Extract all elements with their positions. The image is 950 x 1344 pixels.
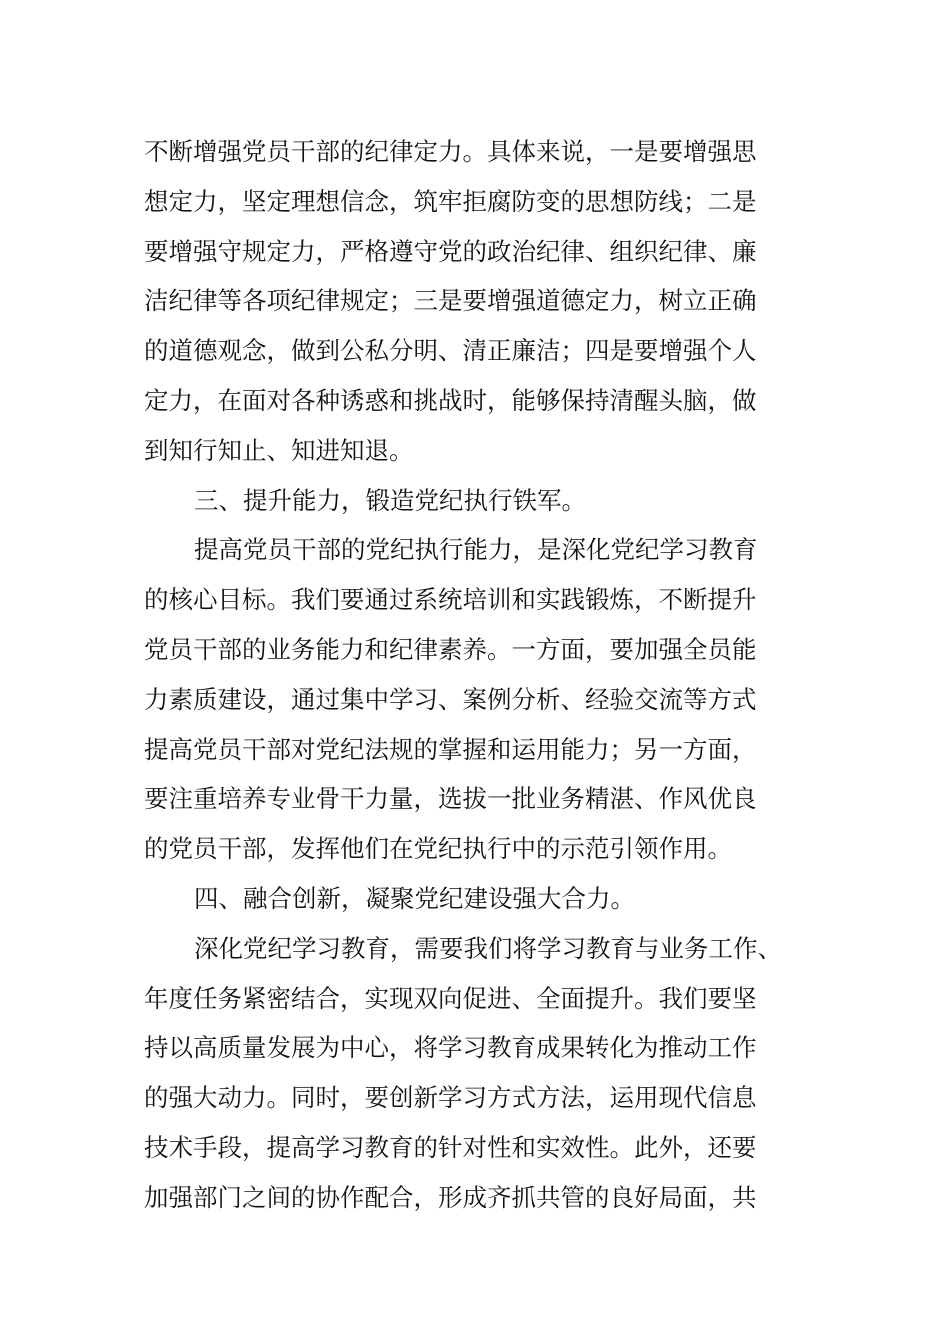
text-line: 的强大动力。同时，要创新学习方式方法，运用现代信息 [144, 1083, 757, 1113]
text-line: 的核心目标。我们要通过系统培训和实践锻炼，不断提升 [144, 585, 757, 615]
text-line: 持以高质量发展为中心，将学习教育成果转化为推动工作 [144, 1033, 757, 1063]
section-heading-4: 四、融合创新，凝聚党纪建设强大合力。 [194, 883, 635, 913]
text-line: 党员干部的业务能力和纪律素养。一方面，要加强全员能 [144, 634, 757, 664]
text-line: 力素质建设，通过集中学习、案例分析、经验交流等方式 [144, 684, 757, 714]
text-line: 要增强守规定力，严格遵守党的政治纪律、组织纪律、廉 [144, 236, 757, 266]
text-line: 技术手段，提高学习教育的针对性和实效性。此外，还要 [144, 1132, 757, 1162]
text-line: 的道德观念，做到公私分明、清正廉洁；四是要增强个人 [144, 336, 757, 366]
text-line: 不断增强党员干部的纪律定力。具体来说，一是要增强思 [144, 137, 757, 166]
text-line: 深化党纪学习教育，需要我们将学习教育与业务工作、 [194, 933, 782, 963]
text-line: 的党员干部，发挥他们在党纪执行中的示范引领作用。 [144, 834, 732, 864]
text-line: 提高党员干部的党纪执行能力，是深化党纪学习教育 [194, 535, 758, 565]
text-line: 要注重培养专业骨干力量，选拔一批业务精湛、作风优良 [144, 784, 757, 814]
text-line: 年度任务紧密结合，实现双向促进、全面提升。我们要坚 [144, 983, 757, 1013]
text-line: 想定力，坚定理想信念，筑牢拒腐防变的思想防线；二是 [144, 186, 757, 216]
section-heading-3: 三、提升能力，锻造党纪执行铁军。 [194, 485, 586, 515]
text-line: 定力，在面对各种诱惑和挑战时，能够保持清醒头脑，做 [144, 385, 757, 415]
text-line: 洁纪律等各项纪律规定；三是要增强道德定力，树立正确 [144, 286, 757, 316]
text-line: 到知行知止、知进知退。 [144, 435, 414, 465]
body-text [144, 127, 814, 1223]
text-line: 加强部门之间的协作配合，形成齐抓共管的良好局面，共 [144, 1182, 757, 1212]
text-line: 提高党员干部对党纪法规的掌握和运用能力；另一方面， [144, 734, 757, 764]
